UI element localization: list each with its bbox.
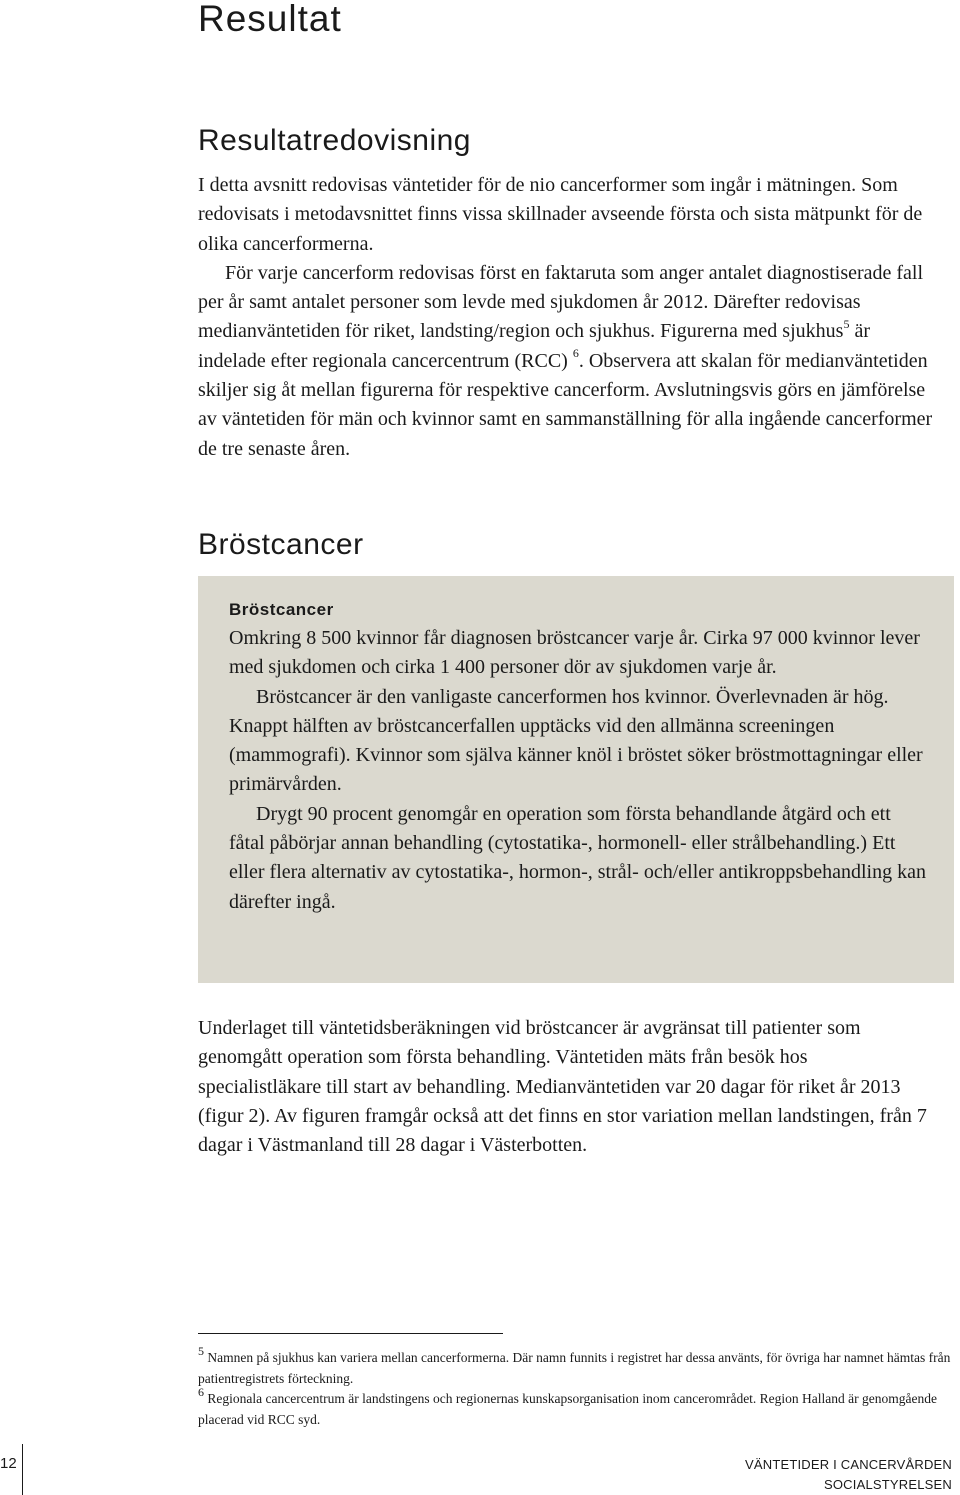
running-head-publisher: SOCIALSTYRELSEN — [824, 1477, 952, 1492]
page-number: 12 — [0, 1455, 17, 1472]
fact-box-body — [229, 624, 929, 917]
paragraph — [198, 259, 933, 464]
footnote-ref-5[interactable]: 5 — [843, 316, 850, 331]
text-run: är indelade efter regionala cancercentrum (RCC) — [198, 320, 870, 372]
paragraph: Bröstcancer är den vanligaste cancerformen hos kvinnor. Överlevnaden är hög. Knappt hälften av bröstcancerfallen upptäcks vid den allmänna screeningen (mammografi). Kvinnor som själva känner knöl i bröstet söker bröstmottagningar eller primärvården. — [229, 685, 923, 796]
footnote-5 — [198, 1343, 958, 1389]
section2-body — [198, 1014, 933, 1160]
footnote-body: Regionala cancercentrum är landstingens och regionernas kunskapsorganisation inom cancerområdet. Region Halland är genomgående placerad vid RCC syd. — [198, 1391, 937, 1427]
footnote-body: Namnen på sjukhus kan variera mellan cancerformerna. Där namn funnits i registret har dessa använts, för övriga har namnet hämtas från patientregistrets förteckning. — [198, 1350, 951, 1386]
chapter-title: Resultat — [198, 0, 342, 39]
paragraph: I detta avsnitt redovisas väntetider för de nio cancerformer som ingår i mätningen. Som redovisats i metodavsnittet finns vissa skillnader avseende första och sista mätpunkt för de olika cancerformerna. — [198, 174, 923, 255]
running-head-title: VÄNTETIDER I CANCERVÅRDEN — [744, 1457, 952, 1472]
section1-body — [198, 171, 933, 464]
text-run: För varje cancerform redovisas först en faktaruta som anger antalet diagnostiserade fall per år samt antalet personer som levde med sjukdomen år 2012. Därefter redovisas medianväntetiden för riket, landsting/region och sjukhus. Figurerna med sjukhus — [198, 261, 924, 343]
footnote-separator — [198, 1333, 503, 1334]
fact-box — [198, 576, 954, 983]
footnote-text — [198, 1343, 958, 1389]
section-heading-resultatredovisning: Resultatredovisning — [198, 124, 471, 157]
section-heading-brostcancer: Bröstcancer — [198, 528, 364, 561]
footnote-ref-6[interactable]: 6 — [572, 346, 579, 361]
paragraph: Underlaget till väntetidsberäkningen vid bröstcancer är avgränsat till patienter som genomgått operation som första behandling. Väntetiden mäts från besök hos specialistläkare till start av behandling. Medianväntetiden var 20 dagar för riket år 2013 (figur 2). Av figuren framgår också att det finns en stor variation mellan landstingen, från 7 dagar i Västmanland till 28 dagar i Västerbotten. — [198, 1017, 927, 1157]
paragraph: Drygt 90 procent genomgår en operation som första behandlande åtgärd och ett fåtal påbörjar annan behandling (cytostatika-, hormonell- eller strålbehandling.) Ett eller flera alternativ av cytostatika-, hormon-, strål- och/eller antikroppsbehandling kan därefter ingå. — [229, 802, 926, 913]
footnote-number: 5 — [198, 1343, 204, 1358]
footnote-6 — [198, 1384, 958, 1430]
footnote-text — [198, 1384, 958, 1430]
margin-rule — [22, 1444, 23, 1495]
text-run: . Observera att skalan för medianväntetiden skiljer sig åt mellan figurerna för respektive cancerform. Avslutningsvis görs en jämförelse av väntetiden för män och kvinnor samt en sammanställning för alla ingående cancerformer de tre senaste åren. — [198, 349, 933, 460]
footnote-number: 6 — [198, 1384, 204, 1399]
fact-box-title: Bröstcancer — [229, 600, 334, 619]
paragraph: Omkring 8 500 kvinnor får diagnosen bröstcancer varje år. Cirka 97 000 kvinnor lever med sjukdomen och cirka 1 400 personer dör av sjukdomen varje år. — [229, 627, 920, 679]
